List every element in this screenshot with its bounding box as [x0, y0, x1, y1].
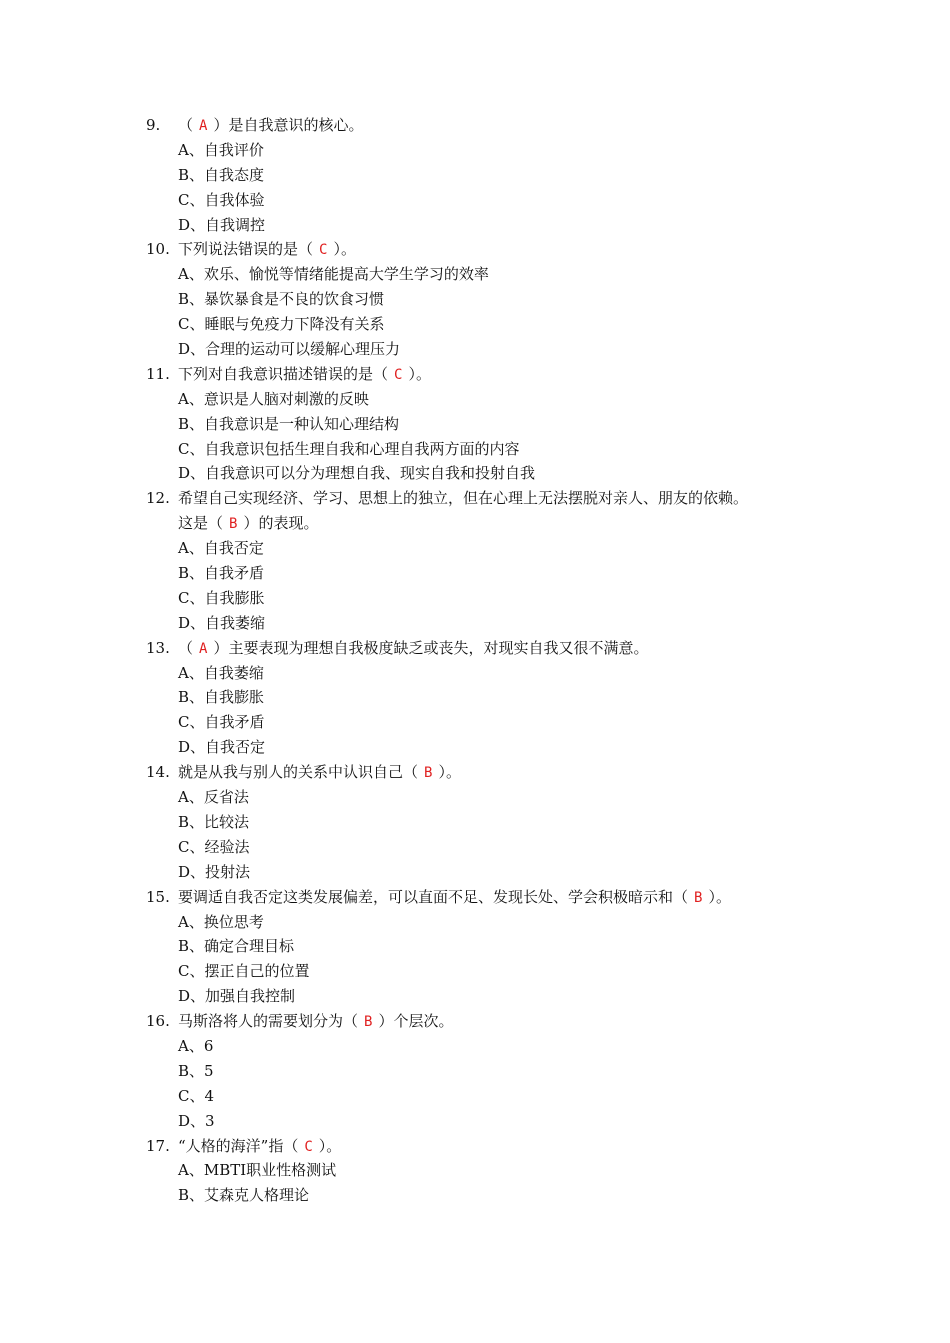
option-item: B、暴饮暴食是不良的饮食习惯 [178, 290, 385, 309]
answer-letter: C [304, 1138, 313, 1155]
question-number: 15. [146, 887, 170, 906]
stem-text: ）。 [408, 364, 431, 383]
option-item: C、摆正自己的位置 [178, 962, 310, 981]
option-item: B、确定合理目标 [178, 937, 295, 956]
question-number: 14. [146, 763, 170, 782]
question-number: 12. [146, 489, 170, 508]
stem-text: ）。 [318, 1136, 342, 1155]
option-item: B、艾森克人格理论 [178, 1186, 310, 1205]
option-item: B、自我矛盾 [178, 564, 265, 583]
option-item: D、自我调控 [178, 215, 266, 234]
option-item: A、自我否定 [178, 539, 264, 558]
question-stem-17 [146, 1134, 836, 1159]
option-item: D、自我否定 [178, 738, 266, 757]
answer-letter: C [319, 242, 328, 259]
question-number: 9. [146, 116, 161, 134]
option-item: B、5 [178, 1061, 214, 1080]
option-item: B、自我意识是一种认知心理结构 [178, 414, 400, 433]
option-item: C、自我矛盾 [178, 713, 265, 732]
stem-text: 下列对自我意识描述错误的是（ [178, 364, 389, 383]
answer-letter: B [364, 1014, 373, 1031]
option-item: A、反省法 [178, 788, 249, 807]
stem-text: （ [178, 638, 194, 657]
question-number: 11. [146, 364, 170, 383]
question-number: 10. [146, 240, 170, 259]
option-item: A、MBTI职业性格测试 [178, 1161, 337, 1180]
option-item: A、6 [178, 1036, 214, 1055]
stem-text: 希望自己实现经济、学习、思想上的独立，但在心理上无法摆脱对亲人、朋友的依赖。 [178, 489, 749, 508]
stem-text: ）。 [438, 763, 461, 782]
stem-text: ）的表现。 [243, 514, 319, 533]
answer-letter: B [229, 516, 238, 533]
option-item: B、自我态度 [178, 165, 265, 184]
option-item: D、自我萎缩 [178, 613, 266, 632]
option-item: C、自我膨胀 [178, 588, 265, 607]
question-stem-12-continued [146, 511, 836, 536]
question-stem-15 [146, 885, 836, 910]
question-number: 13. [146, 638, 170, 657]
option-item: A、换位思考 [178, 912, 264, 931]
option-item: C、4 [178, 1086, 215, 1105]
stem-text: （ [178, 116, 194, 134]
option-item: A、自我萎缩 [178, 663, 264, 682]
stem-text: ）个层次。 [378, 1012, 454, 1031]
question-stem-11 [146, 362, 836, 387]
option-item: D、加强自我控制 [178, 987, 296, 1006]
question-stem-14 [146, 760, 836, 785]
option-item: A、自我评价 [178, 140, 264, 159]
option-item: C、睡眠与免疫力下降没有关系 [178, 315, 385, 334]
question-number: 16. [146, 1012, 170, 1031]
answer-letter: A [199, 118, 208, 134]
option-item: A、欢乐、愉悦等情绪能提高大学生学习的效率 [178, 265, 489, 284]
option-item: D、合理的运动可以缓解心理压力 [178, 340, 401, 359]
question-list [146, 113, 836, 1208]
option-item: C、自我体验 [178, 190, 265, 209]
stem-text: 这是（ [178, 514, 224, 533]
question-stem-12 [146, 486, 836, 511]
option-item: B、自我膨胀 [178, 688, 265, 707]
option-item: C、自我意识包括生理自我和心理自我两方面的内容 [178, 439, 520, 458]
option-item: D、投射法 [178, 862, 251, 881]
stem-text: 马斯洛将人的需要划分为（ [178, 1012, 359, 1031]
answer-letter: C [394, 366, 403, 383]
answer-letter: B [424, 765, 433, 782]
stem-text: ）。 [708, 887, 731, 906]
stem-text: ）。 [333, 240, 356, 259]
question-stem-10 [146, 237, 836, 262]
stem-text: ）是自我意识的核心。 [213, 116, 364, 134]
option-item: B、比较法 [178, 812, 250, 831]
answer-letter: B [694, 889, 703, 906]
question-stem-16 [146, 1009, 836, 1034]
stem-text: 下列说法错误的是（ [178, 240, 314, 259]
answer-letter: A [199, 640, 208, 657]
stem-text: ）主要表现为理想自我极度缺乏或丧失，对现实自我又很不满意。 [213, 638, 649, 657]
stem-text: 就是从我与别人的关系中认识自己（ [178, 763, 419, 782]
option-item: A、意识是人脑对刺激的反映 [178, 389, 369, 408]
question-stem-9 [146, 113, 836, 138]
question-stem-13 [146, 636, 836, 661]
stem-text: 要调适自我否定这类发展偏差，可以直面不足、发现长处、学会积极暗示和（ [178, 887, 689, 906]
option-item: D、3 [178, 1111, 215, 1130]
stem-text: “人格的海洋”指（ [178, 1136, 299, 1155]
option-item: D、自我意识可以分为理想自我、现实自我和投射自我 [178, 464, 536, 483]
option-item: C、经验法 [178, 837, 250, 856]
question-number: 17. [146, 1136, 170, 1155]
